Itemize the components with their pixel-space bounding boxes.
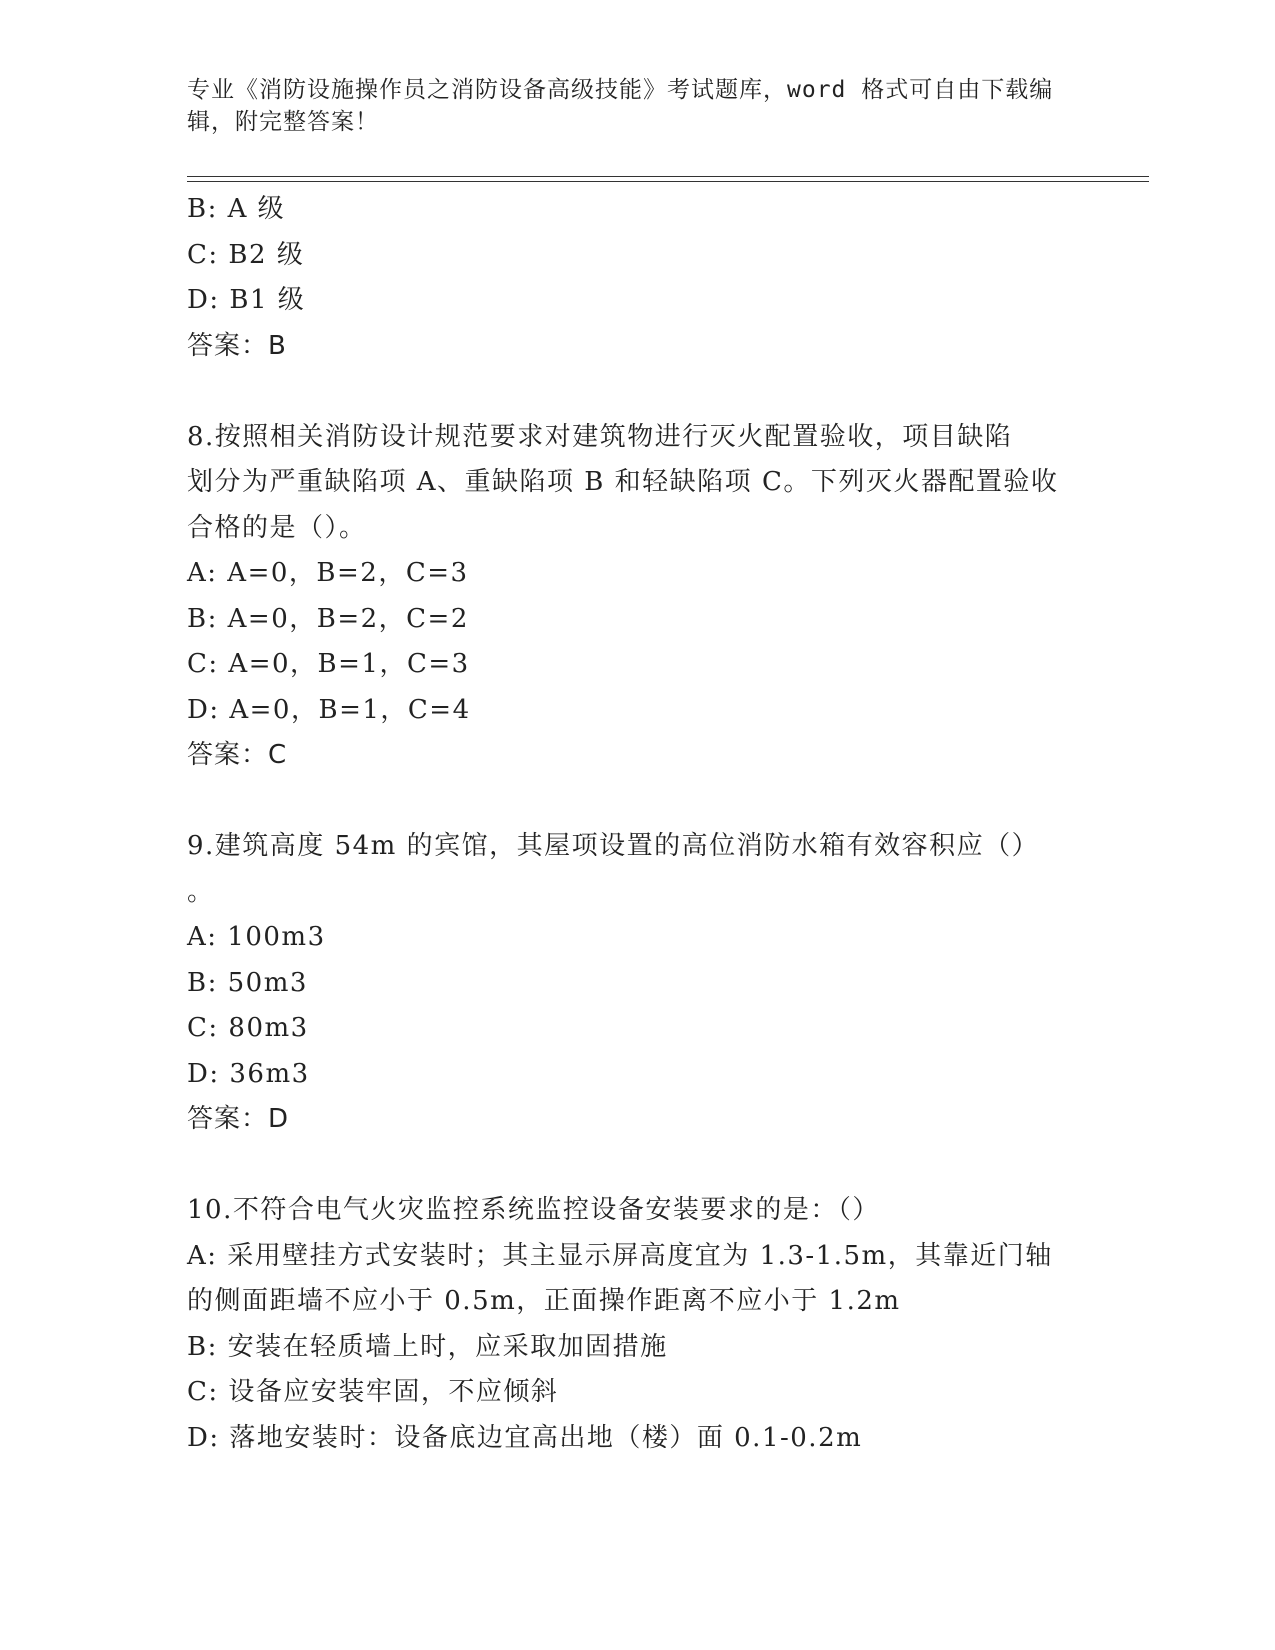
spacer (187, 1143, 1087, 1189)
option-b: B: 50m3 (187, 967, 308, 998)
option-d: D: A=0，B=1，C=4 (187, 694, 471, 725)
answer-line: 答案：B (187, 330, 287, 361)
option-d: D: B1 级 (187, 285, 306, 315)
question-7-tail (187, 187, 1087, 369)
question-8 (187, 415, 1087, 779)
answer-line: 答案：D (187, 1104, 290, 1134)
question-text-line: 划分为严重缺陷项 A、重缺陷项 B 和轻缺陷项 C。下列灭火器配置验收 (187, 467, 1059, 497)
question-content (187, 187, 1087, 1461)
header-divider-bottom (187, 181, 1149, 182)
option-d: D: 36m3 (187, 1058, 310, 1089)
option-b: B: A 级 (187, 194, 286, 224)
option-b: B: A=0，B=2，C=2 (187, 603, 469, 634)
option-c: C: B2 级 (187, 239, 305, 270)
header-line-2: 辑，附完整答案！ (187, 109, 379, 135)
option-a: A: A=0，B=2，C=3 (187, 558, 469, 588)
answer-line: 答案：C (187, 740, 288, 770)
header-divider-top (187, 176, 1149, 177)
spacer (187, 779, 1087, 825)
header-line-1: 专业《消防设施操作员之消防设备高级技能》考试题库，word 格式可自由下载编 (187, 77, 1054, 103)
option-d: D: 落地安装时：设备底边宜高出地（楼）面 0.1-0.2m (187, 1422, 863, 1453)
option-c: C: 设备应安装牢固，不应倾斜 (187, 1377, 559, 1407)
option-a-continuation: 的侧面距墙不应小于 0.5m，正面操作距离不应小于 1.2m (187, 1286, 901, 1316)
spacer (187, 369, 1087, 415)
question-text-line: 10.不符合电气火灾监控系统监控设备安装要求的是：（） (187, 1195, 880, 1225)
question-text-line: 8.按照相关消防设计规范要求对建筑物进行灭火配置验收，项目缺陷 (187, 421, 1013, 452)
question-10 (187, 1188, 1087, 1461)
document-header (187, 74, 1067, 138)
question-text-line: 。 (187, 876, 215, 907)
option-c: C: A=0，B=1，C=3 (187, 649, 470, 679)
option-a: A: 采用壁挂方式安装时；其主显示屏高度宜为 1.3-1.5m，其靠近门轴 (187, 1240, 1053, 1271)
option-b: B: 安装在轻质墙上时，应采取加固措施 (187, 1331, 668, 1362)
question-9 (187, 824, 1087, 1143)
option-a: A: 100m3 (187, 922, 326, 952)
question-text-line: 9.建筑高度 54m 的宾馆，其屋项设置的高位消防水箱有效容积应（） (187, 831, 1040, 861)
option-c: C: 80m3 (187, 1013, 309, 1043)
question-text-line: 合格的是（）。 (187, 512, 367, 543)
